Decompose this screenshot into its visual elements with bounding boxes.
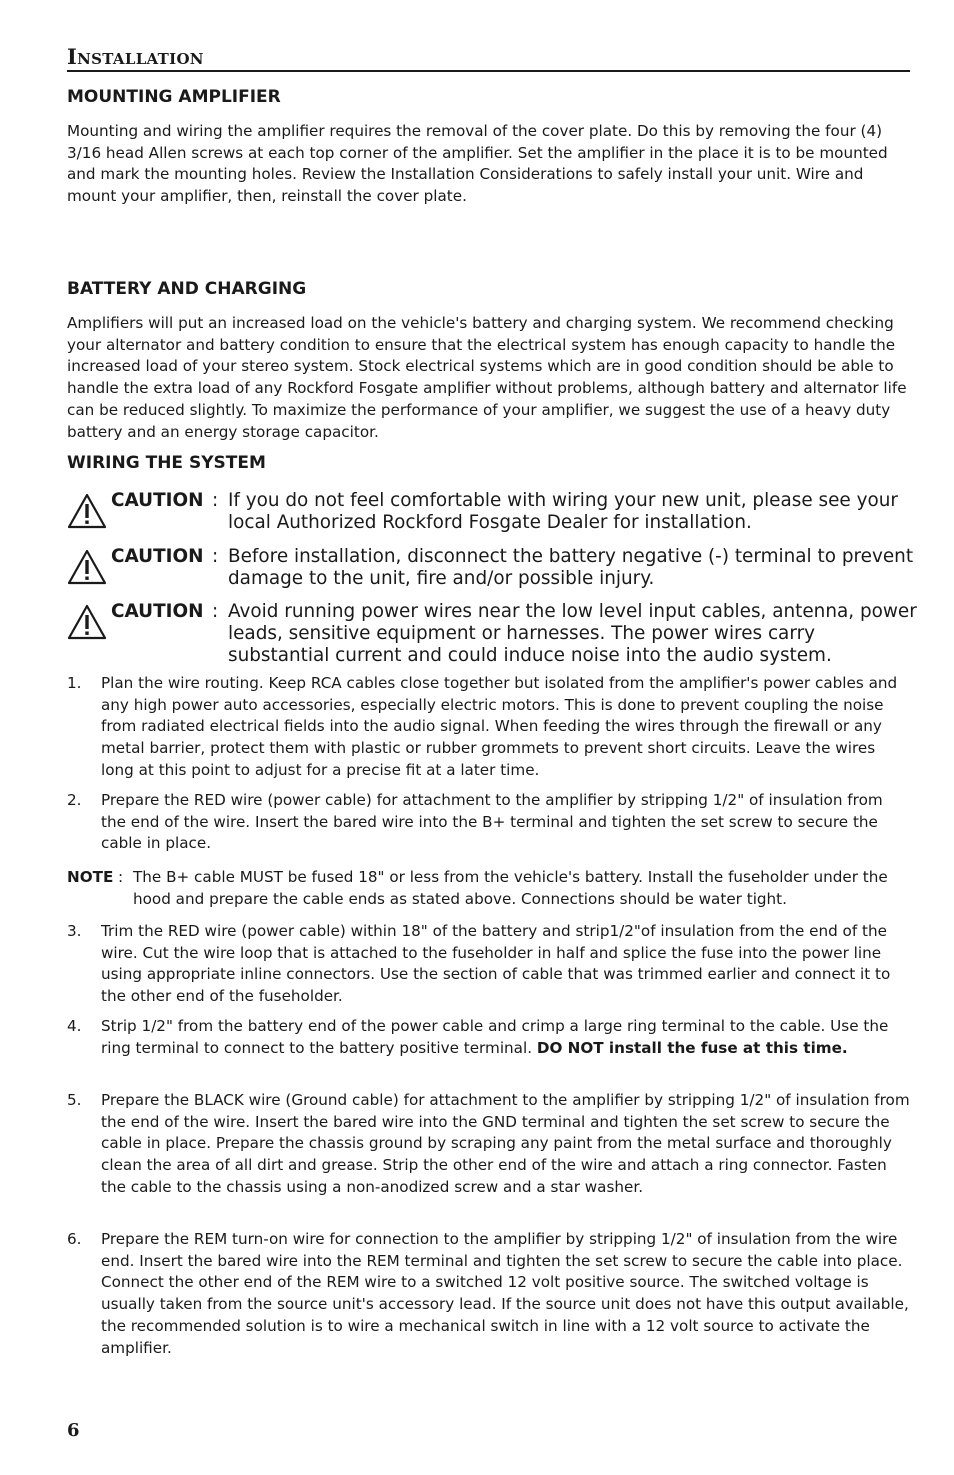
step-text: Prepare the BLACK wire (Ground cable) for attachment to the amplifier by stripping 1/2" of insulation from the end of the wire. Insert the bared wire into the GND terminal and tighten the set screw to secure the cable in place. Prepare the chassis ground by scraping any paint from the metal surface and thoroughly clean the area of all dirt and grease. Strip the other end of the wire and attach a ring connector. Fasten the cable to the chassis using a non-anodized screw and a star washer. <box>101 1091 910 1196</box>
note-text: The B+ cable MUST be fused 18" or less from the vehicle's battery. Install the fuseholder under the hood and prepare the cable ends as stated above. Connections should be water tight. <box>133 868 888 908</box>
warning-icon <box>67 549 107 585</box>
caution-label: CAUTION <box>111 601 204 622</box>
caution-label: CAUTION <box>111 490 204 511</box>
step-number: 2. <box>67 791 82 809</box>
caution-text: Before installation, disconnect the battery negative (-) terminal to prevent damage to the unit, fire and/or possible injury. <box>228 546 914 589</box>
step-text-bold: DO NOT install the fuse at this time. <box>536 1038 848 1057</box>
warning-icon <box>67 493 107 529</box>
caution-label: CAUTION <box>111 546 204 567</box>
battery-heading: BATTERY AND CHARGING <box>67 279 307 299</box>
warning-icon <box>67 604 107 640</box>
step-number: 1. <box>67 674 82 692</box>
step-text: Prepare the REM turn-on wire for connection to the amplifier by stripping 1/2" of insulation from the wire end. Insert the bared wire into the REM terminal and tighten the set screw to secure the cable into place. Connect the other end of the REM wire to a switched 12 volt positive source. The switched voltage is usually taken from the source unit's accessory lead. If the source unit does not have this output available, the recommended solution is to wire a mechanical switch in line with a 12 volt source to activate the amplifier. <box>101 1230 909 1357</box>
caution-colon: : <box>212 601 219 622</box>
page-number: 6 <box>67 1420 80 1441</box>
section-header-initial: I <box>67 44 78 69</box>
step-number: 3. <box>67 922 82 940</box>
mounting-paragraph: Mounting and wiring the amplifier requires the removal of the cover plate. Do this by removing the four (4) 3/16 head Allen screws at each top corner of the amplifier. Set the amplifier in the place it is to be mounted and mark the mounting holes. Review the Installation Considerations to safely install your unit. Wire and mount your amplifier, then, reinstall the cover plate. <box>67 122 888 206</box>
wiring-heading: WIRING THE SYSTEM <box>67 453 266 473</box>
caution-text: If you do not feel comfortable with wiring your new unit, please see your local Authorized Rockford Fosgate Dealer for installation. <box>228 490 898 533</box>
step-text: Prepare the RED wire (power cable) for attachment to the amplifier by stripping 1/2" of insulation from the end of the wire. Insert the bared wire into the B+ terminal and tighten the set screw to secure the cable in place. <box>101 791 883 853</box>
caution-text: Avoid running power wires near the low level input cables, antenna, power leads, sensitive equipment or harnesses. The power wires carry substantial current and could induce noise into the audio system. <box>228 601 917 666</box>
battery-paragraph: Amplifiers will put an increased load on the vehicle's battery and charging system. We recommend checking your alternator and battery condition to ensure that the electrical system has enough capacity to handle the increased load of your stereo system. Stock electrical systems which are in good condition should be able to handle the extra load of any Rockford Fosgate amplifier without problems, although battery and alternator life can be reduced slightly. To maximize the performance of your amplifier, we suggest the use of a heavy duty battery and an energy storage capacitor. <box>67 314 907 441</box>
caution-colon: : <box>212 490 219 511</box>
step-number: 6. <box>67 1230 82 1248</box>
note-label: NOTE <box>67 868 114 886</box>
mounting-heading: MOUNTING AMPLIFIER <box>67 87 281 107</box>
step-text: Plan the wire routing. Keep RCA cables close together but isolated from the amplifier's power cables and any high power auto accessories, especially electric motors. This is done to prevent coupling the noise from radiated electrical fields into the audio signal. When feeding the wires through the firewall or any metal barrier, protect them with plastic or rubber grommets to prevent short circuits. Leave the wires long at this point to adjust for a precise fit at a later time. <box>101 674 898 779</box>
step-number: 4. <box>67 1017 82 1035</box>
step-number: 5. <box>67 1091 82 1109</box>
step-text: Strip 1/2" from the battery end of the power cable and crimp a large ring terminal to the cable. Use the ring terminal to connect to the battery positive terminal. <box>101 1017 889 1057</box>
step-text-wrapper <box>101 1016 911 1059</box>
section-header <box>67 44 910 72</box>
section-header-rest: NSTALLATION <box>77 50 204 68</box>
caution-colon: : <box>212 546 219 567</box>
step-text: Trim the RED wire (power cable) within 18" of the battery and strip1/2"of insulation from the end of the wire. Cut the wire loop that is attached to the fuseholder in half and splice the fuse into the power line using appropriate inline connectors. Use the section of cable that was trimmed earlier and connect it to the other end of the fuseholder. <box>101 922 891 1006</box>
note-colon: : <box>118 868 124 886</box>
